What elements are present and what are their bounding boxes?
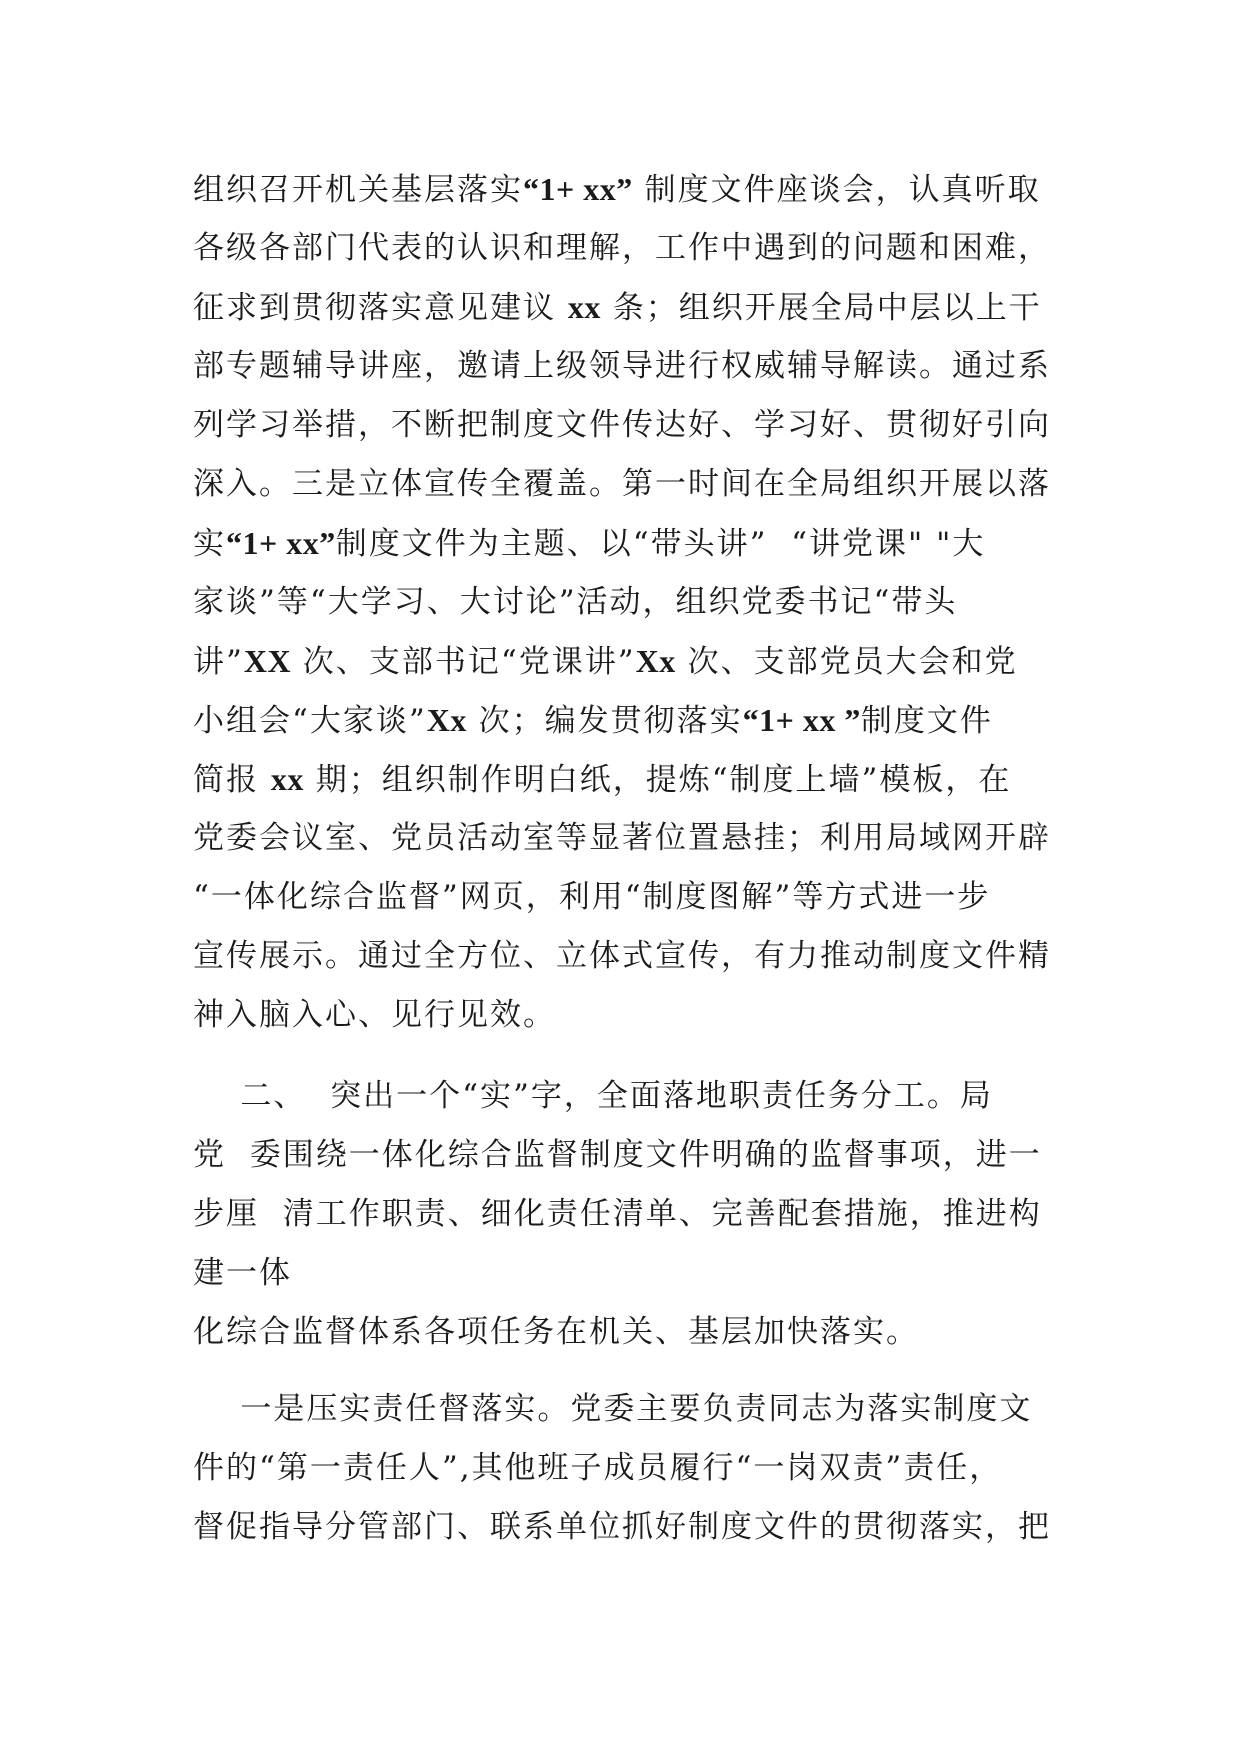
bold-text-segment: XX: [243, 643, 292, 679]
text-line: [193, 396, 1073, 455]
paragraph-spacer: [193, 1045, 1073, 1067]
text-line: [193, 573, 1073, 632]
text-segment: 神入脑入心、见行见效。: [193, 997, 556, 1033]
bold-text-segment: Xx: [426, 702, 467, 738]
text-line: [193, 750, 1073, 809]
text-segment: 征求到贯彻落实意见建议: [193, 290, 568, 326]
text-line: [193, 278, 1073, 337]
text-segment: 家谈”等“大学习、大讨论”活动，组织党委书记“带头: [193, 584, 958, 620]
text-segment: 次；编发贯彻落实: [466, 703, 743, 739]
text-segment: 小组会“大家谈”: [193, 703, 427, 739]
text-line: [193, 337, 1073, 396]
text-segment: 实: [193, 526, 226, 562]
text-line: [193, 868, 1073, 927]
text-segment: 一是压实责任督落实。党委主要负责同志为落实制度文: [193, 1391, 1033, 1427]
text-segment: 宣传展示。通过全方位、立体式宣传，有力推动制度文件精: [193, 938, 1051, 974]
text-segment: 制度文件: [860, 703, 993, 739]
text-segment: 深入。三是立体宣传全覆盖。第一时间在全局组织开展以落: [193, 466, 1051, 502]
text-line: [193, 1067, 1073, 1126]
paragraph-responsibility: [193, 1380, 1073, 1557]
text-line: [193, 160, 1073, 219]
text-line: [193, 927, 1073, 986]
text-line: [193, 1380, 1073, 1439]
text-segment: 二、 突出一个“实”字，全面落地职责任务分工。局: [193, 1078, 993, 1114]
text-segment: 期；组织制作明白纸，提炼“制度上墙”模板，在: [303, 762, 1012, 798]
paragraph-publicity: [193, 160, 1073, 1045]
text-segment: 党 委围绕一体化综合监督制度文件明确的监督事项，进一: [193, 1137, 1042, 1173]
text-line: [193, 1498, 1073, 1557]
text-line: [193, 1303, 1073, 1362]
bold-text-segment: “1+ xx”: [226, 525, 336, 561]
text-line: [193, 809, 1073, 868]
text-segment: 各级各部门代表的认识和理解，工作中遇到的问题和困难，: [193, 230, 1051, 266]
text-segment: 化综合监督体系各项任务在机关、基层加快落实。: [193, 1314, 919, 1350]
text-segment: 列学习举措，不断把制度文件传达好、学习好、贯彻好引向: [193, 407, 1051, 443]
text-segment: 督促指导分管部门、联系单位抓好制度文件的贯彻落实，把: [193, 1509, 1051, 1545]
bold-text-segment: xx: [270, 761, 304, 797]
paragraph-spacer: [193, 1362, 1073, 1380]
text-line: [193, 1244, 1073, 1303]
text-segment: 简报: [193, 762, 271, 798]
bold-text-segment: “1+ xx ”: [742, 702, 861, 738]
text-line: [193, 1126, 1073, 1185]
text-line: [193, 1185, 1073, 1244]
text-segment: 制度文件座谈会，认真听取: [632, 172, 1041, 208]
text-segment: 件的“第一责任人”,其他班子成员履行“一岗双责”责任，: [193, 1450, 1003, 1486]
paragraph-section-two-heading: [193, 1067, 1073, 1362]
text-line: [193, 632, 1073, 691]
text-segment: 党委会议室、党员活动室等显著位置悬挂；利用局域网开辟: [193, 820, 1051, 856]
text-segment: 部专题辅导讲座，邀请上级领导进行权威辅导解读。通过系: [193, 348, 1051, 384]
bold-text-segment: Xx: [635, 643, 676, 679]
text-segment: 步厘 清工作职责、细化责任清单、完善配套措施，推进构: [193, 1196, 1042, 1232]
text-line: [193, 691, 1073, 750]
text-line: [193, 986, 1073, 1045]
text-segment: “一体化综合监督”网页，利用“制度图解”等方式进一步: [193, 879, 991, 915]
text-line: [193, 514, 1073, 573]
text-segment: 条；组织开展全局中层以上干: [600, 290, 1042, 326]
text-segment: 制度文件为主题、以“带头讲” “讲党课" "大: [335, 526, 986, 562]
bold-text-segment: “1+ xx”: [523, 171, 633, 207]
text-segment: 讲”: [193, 644, 244, 680]
document-body: [193, 160, 1073, 1557]
text-line: [193, 1439, 1073, 1498]
text-line: [193, 455, 1073, 514]
bold-text-segment: xx: [567, 289, 601, 325]
text-segment: 次、支部书记“党课讲”: [291, 644, 636, 680]
text-line: [193, 219, 1073, 278]
text-segment: 建一体: [193, 1255, 292, 1291]
text-segment: 次、支部党员大会和党: [675, 644, 1018, 680]
text-segment: 组织召开机关基层落实: [193, 172, 523, 208]
